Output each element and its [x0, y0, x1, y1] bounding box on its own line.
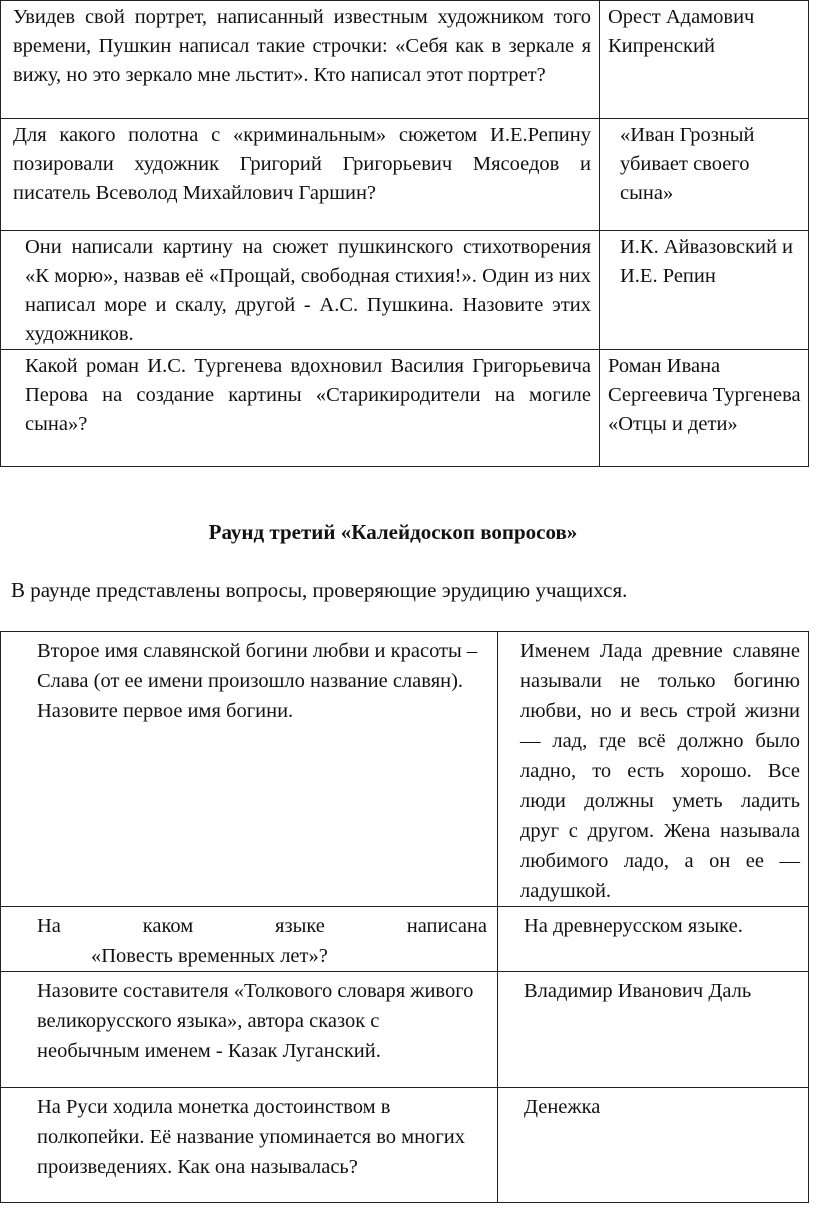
round-intro: В раунде представлены вопросы, проверяющие эрудицию учащихся.: [11, 578, 628, 602]
table-row: [1, 1, 809, 119]
answer-cell: Денежка: [498, 1088, 809, 1203]
table-row: [1, 350, 809, 467]
question-cell: Для какого полотна с «криминальным» сюжетом И.Е.Репину позировали художник Григорий Григорьевич Мясоедов и писатель Всеволод Михайлович Гаршин?: [1, 119, 600, 231]
table-row: [1, 1088, 809, 1203]
answer-cell: И.К. Айвазовский и И.Е. Репин: [600, 231, 809, 350]
table-row: [1, 231, 809, 350]
question-cell: [1, 907, 498, 972]
answer-cell: На древнерусском языке.: [498, 907, 809, 972]
round-heading: Раунд третий «Калейдоскоп вопросов»: [208, 520, 578, 544]
answer-cell: Именем Лада древние славяне называли не только богиню любви, но и весь строй жизни — лад, где всё должно было ладно, то есть хорошо. Все люди должны уметь ладить друг с другом. Жена называла любимого ладо, а он ее — ладушкой.: [498, 632, 809, 907]
answer-cell: [600, 1, 809, 119]
quiz-table-round-3: [0, 631, 809, 1203]
table-row: [1, 632, 809, 907]
question-line: На каком языке написана: [37, 915, 487, 937]
question-cell: Они написали картину на сюжет пушкинского стихотворения «К морю», назвав её «Прощай, свободная стихия!». Один из них написал море и скалу, другой - А.С. Пушкина. Назовите этих художников.: [1, 231, 600, 350]
question-cell: На Руси ходила монетка достоинством в полкопейки. Её название упоминается во многих произведениях. Как она называлась?: [1, 1088, 498, 1203]
question-cell: Второе имя славянской богини любви и красоты – Слава (от ее имени произошло название славян). Назовите первое имя богини.: [1, 632, 498, 907]
answer-cell: «Иван Грозный убивает своего сына»: [600, 119, 809, 231]
quiz-table-round-2: [0, 0, 809, 467]
table-row: [1, 119, 809, 231]
answer-text: Орест Адамович Кипренский: [608, 6, 755, 57]
question-line: «Повесть временных лет»?: [91, 945, 328, 967]
table-row: [1, 972, 809, 1088]
question-cell: Увидев свой портрет, написанный известным художником того времени, Пушкин написал такие строчки: «Себя как в зеркале я вижу, но это зеркало мне льстит». Кто написал этот портрет?: [1, 1, 600, 119]
answer-cell: Владимир Иванович Даль: [498, 972, 809, 1088]
question-cell: Какой роман И.С. Тургенева вдохновил Василия Григорьевича Перова на создание картины «Старикиродители на могиле сына»?: [1, 350, 600, 467]
table-row: [1, 907, 809, 972]
answer-cell: Роман Ивана Сергеевича Тургенева «Отцы и дети»: [600, 350, 809, 467]
question-cell: Назовите составителя «Толкового словаря живого великорусского языка», автора сказок с необычным именем - Казак Луганский.: [1, 972, 498, 1088]
